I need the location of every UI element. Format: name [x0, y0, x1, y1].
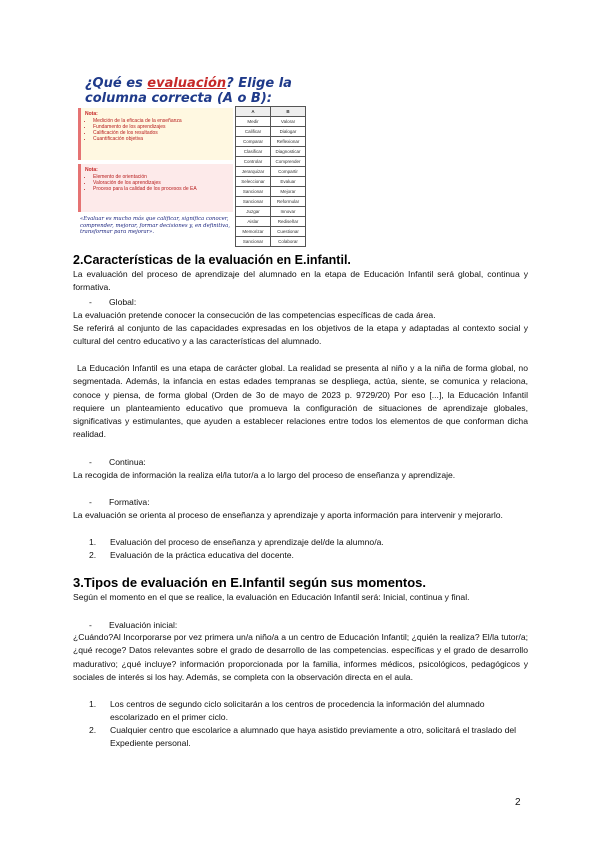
table-cell: Clasificar — [236, 147, 271, 157]
inicial-item: 2. Cualquier centro que escolarice a alumnado que haya asistido previamente a otro, solicitará el traslado del Expediente personal. — [89, 725, 517, 748]
table-cell: Reformular — [271, 197, 306, 207]
table-row — [236, 167, 306, 177]
table-cell: Seleccionar — [236, 177, 271, 187]
table-cell: Cuestionar — [271, 227, 306, 237]
table-row — [236, 117, 306, 127]
global-paragraph-3: La Educación Infantil es una etapa de carácter global. La realidad se presenta al niño y a la niña de forma global, no segmentada. Además, la infancia en estas edades tempranas se despliega, actúa, siente, se comunica y relaciona, conoce y piensa, de forma global (Orden de 3o de mayo de 2023 p. 9729/20) Por eso [...], la Educación Infantil requiere un planteamiento educativo que promueva la configuración de situaciones de aprendizaje globales, significativas y estimulantes, que ayuden a establecer relaciones entre todos los elementos de que conforman dicha realidad. — [73, 363, 528, 440]
table-row — [236, 137, 306, 147]
bullet-continua: - Continua: — [89, 457, 146, 467]
note-item: • Medición de la eficacia de la enseñanza — [93, 118, 229, 124]
table-cell: Evaluar — [271, 177, 306, 187]
table-row — [236, 207, 306, 217]
table-cell: Rediseñar — [271, 217, 306, 227]
bullet-global: - Global: — [89, 297, 137, 307]
note-item: • Fundamento de los aprendizajes — [93, 124, 229, 130]
note-item: • Calificación de los resultados — [93, 130, 229, 136]
formativa-item: 1. Evaluación del proceso de enseñanza y aprendizaje del/de la alumno/a. — [89, 537, 384, 547]
continua-paragraph: La recogida de información la realiza el/la tutor/a a lo largo del proceso de enseñanza y aprendizaje. — [73, 470, 456, 480]
inicial-item: 1. Los centros de segundo ciclo solicitarán a los centros de procedencia la información del alumnado escolarizado en el primer ciclo. — [89, 699, 485, 722]
table-cell: Compartir — [271, 167, 306, 177]
note-column-a — [78, 108, 233, 160]
table-cell: Diagnosticar — [271, 147, 306, 157]
table-row — [236, 127, 306, 137]
formativa-item: 2. Evaluación de la práctica educativa del docente. — [89, 550, 294, 560]
table-row — [236, 177, 306, 187]
ab-comparison-table — [235, 106, 306, 247]
global-paragraph-1: La evaluación pretende conocer la consecución de las competencias específicas de cada área. — [73, 310, 436, 320]
figure-quote: «Evaluar es mucho más que calificar, significa conocer, comprender, mejorar, formar decisiones y, en definitiva, transformar para mejorar». — [80, 216, 231, 235]
table-cell: Reflexionar — [271, 137, 306, 147]
note-item: • Cuantificación objetiva — [93, 136, 229, 142]
table-cell: Comprender — [271, 157, 306, 167]
note-label: Nota: — [85, 167, 98, 173]
evaluation-infographic — [76, 70, 338, 248]
section-2-intro: La evaluación del proceso de aprendizaje del alumnado en la etapa de Educación Infantil será global, continua y formativa. — [73, 269, 528, 293]
table-row — [236, 157, 306, 167]
table-cell: Colaborar — [271, 237, 306, 247]
table-cell: Calificar — [236, 127, 271, 137]
table-row — [236, 197, 306, 207]
note-column-b — [78, 164, 233, 212]
table-cell: Memorizar — [236, 227, 271, 237]
table-cell: Sancionar — [236, 237, 271, 247]
table-cell: Juzgar — [236, 207, 271, 217]
table-row — [236, 227, 306, 237]
table-cell: Dialogar — [271, 127, 306, 137]
bullet-formativa: - Formativa: — [89, 497, 150, 507]
global-paragraph-2: Se referirá al conjunto de las capacidades expresadas en los objetivos de la etapa y adaptadas al contexto social y cultural del centro educativo y a las características del alumnado. — [73, 323, 528, 347]
formativa-paragraph: La evaluación se orienta al proceso de enseñanza y aprendizaje y aporta información para intervenir y mejorarlo. — [73, 510, 503, 520]
table-cell: Jerarquizar — [236, 167, 271, 177]
table-cell: Controlar — [236, 157, 271, 167]
table-row — [236, 147, 306, 157]
table-row — [236, 217, 306, 227]
table-row — [236, 237, 306, 247]
table-cell: Valorar — [271, 117, 306, 127]
inicial-paragraph: ¿Cuándo?Al Incorporarse por vez primera un/a niño/a a un centro de Educación Infantil; ¿quién la realiza? El/la tutor/a; ¿qué recoge? Datos relevantes sobre el grado de desarrollo de las competencias. específicas y el grado de desarrollo madurativo; ¿qué incluye? información proporcionada por la familia, informes médicos, psicológicos, pedagógicos y sociales de interés si los hay. Además, se completa con la observación directa en el aula. — [73, 632, 528, 682]
table-cell: Medir — [236, 117, 271, 127]
section-2-heading: 2.Características de la evaluación en E.infantil. — [73, 253, 351, 267]
figure-title-highlight: evaluación — [147, 76, 227, 91]
page-number: 2 — [515, 797, 521, 808]
section-3-intro: Según el momento en el que se realice, la evaluación en Educación Infantil será: Inicial, continua y final. — [73, 592, 470, 602]
note-label: Nota: — [85, 111, 98, 117]
table-row — [236, 187, 306, 197]
note-item: • Proceso para la calidad de los procesos de EA — [93, 186, 229, 192]
table-cell: Sancionar — [236, 197, 271, 207]
table-cell: Sancionar — [236, 187, 271, 197]
table-cell: Comparar — [236, 137, 271, 147]
note-item: • Elemento de orientación — [93, 174, 229, 180]
section-3-heading: 3.Tipos de evaluación en E.Infantil según sus momentos. — [73, 575, 427, 590]
note-item: • Valoración de los aprendizajes — [93, 180, 229, 186]
table-header: A — [236, 107, 271, 117]
figure-title: ¿Qué es evaluación? Elige la columna correcta (A o B): — [85, 76, 292, 106]
table-cell: Aislar — [236, 217, 271, 227]
table-header: B — [271, 107, 306, 117]
table-cell: Mejorar — [271, 187, 306, 197]
table-cell: Innovar — [271, 207, 306, 217]
bullet-evaluacion-inicial: - Evaluación inicial: — [89, 620, 178, 630]
